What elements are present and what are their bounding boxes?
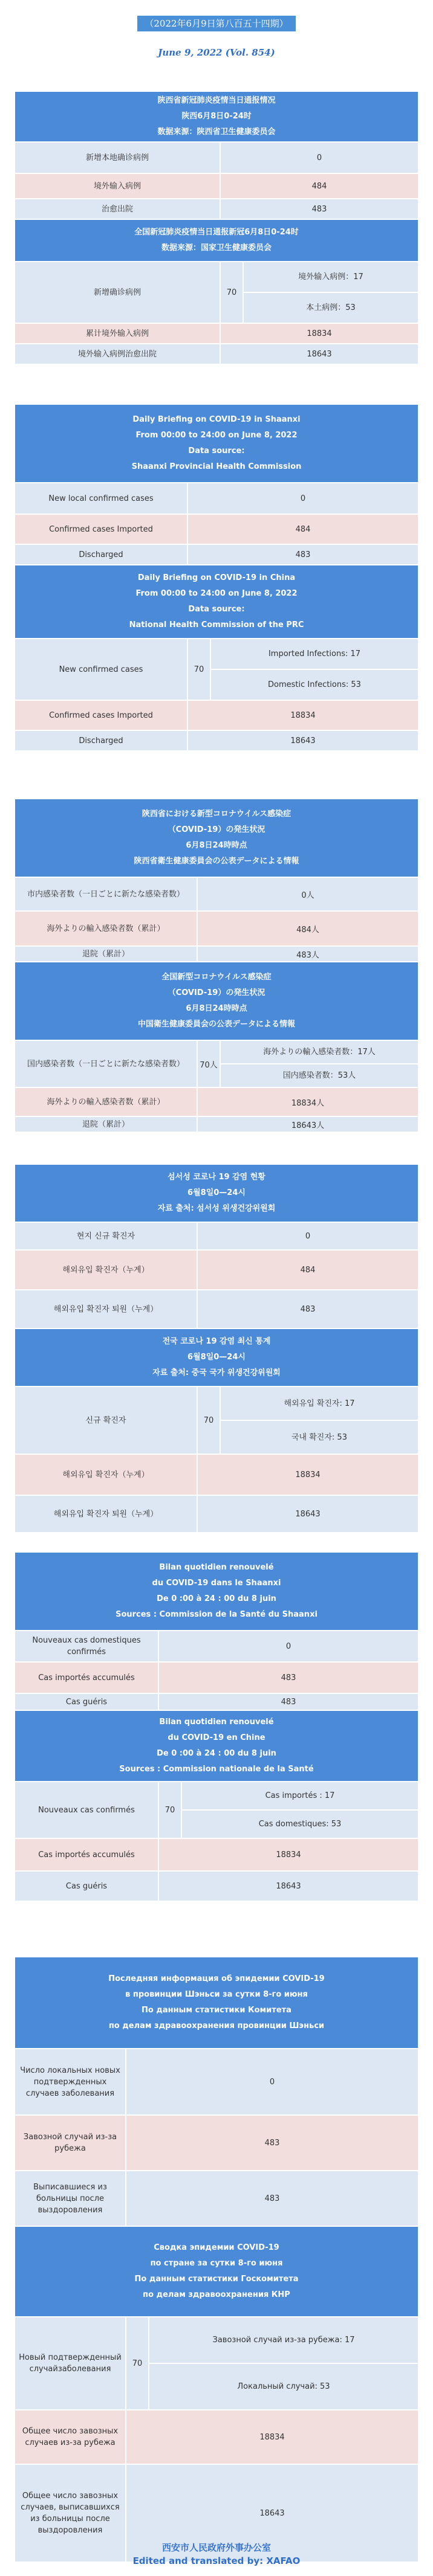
row-value: 0	[125, 2049, 418, 2114]
provincial-briefing-title	[15, 1553, 418, 1630]
domestic-infections: 国内感染者数：53人	[221, 1063, 418, 1087]
row-value: 18643	[158, 1872, 418, 1901]
title-line: From 00:00 to 24:00 on June 8, 2022	[135, 431, 298, 440]
row-value: 18834人	[197, 1088, 418, 1116]
row-value: 0	[158, 1631, 418, 1661]
row-label: Nouveaux cas domestiques confirmés	[32, 1636, 141, 1657]
new-local-cases-row	[15, 482, 418, 514]
row-value: 18643	[125, 2465, 418, 2562]
national-discharged-row	[15, 730, 418, 750]
title-line: Sources : Commission de la Santé du Shaanxi	[116, 1610, 317, 1619]
title-line: Последняя информация об эпидемии COVID-19	[108, 1974, 325, 1983]
new-confirmed-breakdown	[197, 1387, 418, 1454]
discharged-row	[15, 945, 418, 961]
domestic-infections: 本土病例：53	[244, 292, 418, 323]
row-label: Cas importés accumulés	[38, 1673, 135, 1682]
row-value: 18834	[125, 2410, 418, 2464]
title-line: 陕西省新冠肺炎疫情当日通报情况	[157, 96, 276, 105]
new-confirmed-breakdown	[187, 639, 418, 700]
row-label: 해외유입 확진자 퇴원（누계）	[53, 1509, 158, 1519]
new-confirmed-row	[15, 1386, 418, 1454]
row-value: 483	[187, 545, 418, 564]
imported-cases-row	[15, 1661, 418, 1693]
title-line: 6月8日24時時点	[186, 1004, 247, 1013]
new-confirmed-row	[15, 2316, 418, 2409]
row-label: Cas importés accumulés	[38, 1850, 135, 1860]
row-value: 18834	[158, 1839, 418, 1870]
section-en	[15, 405, 418, 750]
imported-infections: 境外输入病例：17	[298, 272, 363, 282]
provincial-briefing-title	[15, 92, 418, 141]
national-briefing-title	[15, 961, 418, 1040]
imported-infections: Imported Infections: 17	[268, 649, 361, 658]
title-line: 全国新型コロナウイルス感染症	[161, 973, 272, 982]
new-confirmed-breakdown	[197, 1041, 418, 1087]
discharged-row	[15, 1289, 418, 1328]
row-label: New local confirmed cases	[48, 494, 154, 503]
row-value: 18834	[220, 324, 418, 343]
title-line: по делам здравоохранения провинции Шэньси	[108, 2021, 325, 2030]
title-line: From 00:00 to 24:00 on June 8, 2022	[135, 589, 298, 598]
national-briefing-title	[15, 1328, 418, 1386]
new-local-cases-row	[15, 1630, 418, 1661]
new-confirmed-total: 70	[194, 665, 204, 674]
title-line: 陕西6月8日0-24时	[181, 112, 252, 121]
title-line: Daily Briefing on COVID-19 in Shaanxi	[132, 415, 301, 424]
discharged-row	[15, 198, 418, 219]
row-label: Общее число завозных случаев из-за рубежа	[22, 2427, 119, 2447]
row-label: Discharged	[79, 550, 123, 559]
row-value: 484	[197, 1251, 418, 1289]
domestic-infections: Domestic Infections: 53	[211, 669, 418, 700]
discharged-row	[15, 2170, 418, 2226]
new-local-cases-row	[15, 877, 418, 910]
provincial-briefing-title	[15, 1957, 418, 2048]
imported-infections: Завозной случай из-за рубежа: 17	[212, 2336, 355, 2345]
new-confirmed-total: 70	[226, 288, 237, 297]
imported-infections: Cas importés : 17	[265, 1791, 335, 1800]
cumulative-imported-row	[15, 700, 418, 730]
title-line: Сводка эпидемии COVID-19	[154, 2243, 279, 2252]
national-discharged-row	[15, 343, 418, 364]
discharged-row	[15, 544, 418, 564]
provincial-briefing-title	[15, 1165, 418, 1222]
new-confirmed-breakdown	[158, 1782, 418, 1838]
cumulative-imported-row	[15, 323, 418, 343]
row-label: 海外よりの輸入感染者数（累計）	[47, 1097, 165, 1107]
row-value: 18834	[197, 1455, 418, 1495]
footer-publisher: 西安市人民政府外事办公室	[161, 2542, 271, 2553]
section-fr	[15, 1553, 418, 1901]
row-label: 新增本地确诊病例	[85, 153, 149, 163]
imported-infections: 해외유입 확진자: 17	[284, 1399, 355, 1408]
row-value: 484人	[197, 912, 418, 945]
row-label: 海外よりの輸入感染者数（累計）	[47, 924, 165, 933]
section-ko	[15, 1165, 418, 1532]
row-value: 18643人	[197, 1117, 418, 1132]
title-line: Bilan quotidien renouvelé	[159, 1718, 274, 1727]
row-label: 国内感染者数（一日ごとに新たな感染者数）	[27, 1059, 184, 1069]
row-label: 新增确诊病例	[93, 288, 141, 297]
title-line: 陝西省衛生健康委員会の公表データによる情報	[134, 857, 299, 866]
national-discharged-row	[15, 1870, 418, 1901]
title-line: National Health Commission of the PRC	[129, 620, 304, 630]
row-value: 18643	[187, 731, 418, 750]
row-label: Confirmed cases Imported	[49, 710, 153, 720]
row-label: 境外输入病例治愈出院	[77, 349, 157, 359]
row-value: 18643	[220, 344, 418, 364]
row-value: 18643	[197, 1496, 418, 1532]
title-line: 전국 코로나 19 감염 최신 통계	[162, 1337, 271, 1346]
breakdown-list	[181, 1782, 418, 1838]
row-label: 市内感染者数（一日ごとに新たな感染者数）	[27, 889, 184, 899]
title-line: 6月8日24時時点	[186, 841, 247, 850]
row-value: 483人	[197, 947, 418, 961]
title-line: （COVID-19）の発生状況	[168, 988, 265, 997]
imported-cases-row	[15, 514, 418, 544]
domestic-infections: Локальный случай: 53	[149, 2363, 418, 2409]
row-label: 신규 확진자	[85, 1415, 126, 1425]
row-label: 해외유입 확진자（누계）	[62, 1470, 149, 1480]
domestic-infections: 국내 확진자: 53	[221, 1420, 418, 1454]
title-line: по делам здравоохранения КНР	[143, 2290, 290, 2299]
section-zh	[15, 92, 418, 364]
row-label: Confirmed cases Imported	[49, 524, 153, 534]
breakdown-list	[220, 1041, 418, 1087]
imported-infections: 海外よりの輸入感染者数：17人	[263, 1048, 376, 1057]
new-confirmed-row	[15, 1781, 418, 1838]
new-confirmed-total: 70	[132, 2359, 143, 2368]
new-local-cases-row	[15, 2048, 418, 2114]
imported-cases-row	[15, 910, 418, 945]
row-value: 0	[220, 143, 418, 173]
imported-cases-row	[15, 2114, 418, 2170]
row-value: 18834	[187, 701, 418, 730]
row-label: Cas guéris	[65, 1697, 108, 1707]
title-line: По данным статистики Комитета	[142, 2006, 291, 2015]
title-line: 자료 출처: 섬서성 위생건강위원회	[157, 1204, 276, 1213]
cumulative-imported-row	[15, 1838, 418, 1870]
row-value: 483	[125, 2116, 418, 2170]
row-value: 0人	[197, 878, 418, 910]
provincial-briefing-title	[15, 405, 418, 482]
section-ru	[15, 1957, 418, 2562]
row-value: 0	[197, 1223, 418, 1249]
new-confirmed-row	[15, 1040, 418, 1087]
row-label: Завозной случай из-за рубежа	[23, 2133, 117, 2153]
title-line: По данным статистики Госкомитета	[134, 2275, 299, 2284]
section-ja	[15, 799, 418, 1132]
footer-credit: Edited and translated by: XAFAO	[132, 2555, 301, 2566]
national-briefing-title	[15, 1710, 418, 1781]
breakdown-list	[210, 639, 418, 700]
national-discharged-row	[15, 1116, 418, 1132]
new-confirmed-row	[15, 261, 418, 323]
row-label: 退院（累計）	[82, 949, 129, 959]
title-line: 中国衛生健康委員会の公表データによる情報	[137, 1020, 295, 1029]
row-value: 483	[197, 1290, 418, 1328]
title-line: 陝西省における新型コロナウイルス感染症	[142, 810, 291, 819]
new-confirmed-breakdown	[125, 2317, 418, 2409]
row-value: 483	[220, 199, 418, 219]
cumulative-imported-row	[15, 1454, 418, 1495]
title-line: （COVID-19）の発生状況	[168, 825, 265, 834]
row-label: 治愈出院	[101, 204, 133, 214]
row-label: 累计境外输入病例	[85, 329, 149, 338]
row-label: Nouveaux cas confirmés	[38, 1805, 135, 1815]
title-line: du COVID-19 dans le Shaanxi	[152, 1579, 281, 1588]
cumulative-imported-row	[15, 2409, 418, 2464]
row-value: 484	[220, 174, 418, 198]
new-local-cases-row	[15, 1222, 418, 1249]
title-line: 全国新冠肺炎疫情当日通报新冠6月8日0-24时	[134, 228, 299, 237]
row-value: 483	[125, 2171, 418, 2226]
row-value: 484	[187, 515, 418, 544]
title-line: по стране за сутки 8-го июня	[150, 2259, 283, 2268]
new-confirmed-total: 70	[203, 1415, 214, 1425]
national-briefing-title	[15, 564, 418, 638]
title-line: 数据来源：陕西省卫生健康委员会	[157, 127, 276, 137]
breakdown-list	[220, 1387, 418, 1454]
breakdown-list	[243, 262, 418, 323]
title-line: Shaanxi Provincial Health Commission	[131, 462, 302, 471]
row-label: Число локальных новых подтвержденных случаев заболевания	[20, 2066, 120, 2098]
title-line: Sources : Commission nationale de la Santé	[119, 1765, 314, 1774]
row-label: New confirmed cases	[59, 665, 143, 674]
row-label: 현지 신규 확진자	[76, 1231, 135, 1241]
title-line: 6월8일0—24시	[187, 1353, 246, 1362]
row-label: Cas guéris	[65, 1881, 108, 1891]
row-label: Discharged	[79, 736, 123, 745]
title-line: 섬서성 코로나 19 감염 현황	[168, 1173, 265, 1182]
row-value: 483	[158, 1694, 418, 1710]
title-line: De 0 :00 à 24 : 00 du 8 juin	[157, 1594, 276, 1603]
row-value: 0	[187, 483, 418, 514]
title-line: Daily Briefing on COVID-19 in China	[137, 573, 296, 582]
national-briefing-title	[15, 2226, 418, 2316]
domestic-infections: Cas domestiques: 53	[182, 1809, 418, 1838]
national-discharged-row	[15, 1495, 418, 1532]
issue-badge: （2022年6月9日第八百五十四期）	[137, 16, 296, 31]
new-local-cases-row	[15, 141, 418, 173]
row-value: 483	[158, 1663, 418, 1693]
breakdown-list	[148, 2317, 418, 2409]
row-label: 退院（累計）	[82, 1119, 129, 1129]
row-label: 해외유입 확진자 퇴원（누계）	[53, 1304, 158, 1314]
cumulative-imported-row	[15, 1087, 418, 1116]
title-line: Data source:	[188, 446, 245, 456]
title-line: 6월8일0—24시	[187, 1188, 246, 1197]
title-line: в провинции Шэньси за сутки 8-го июня	[125, 1990, 308, 1999]
title-line: Bilan quotidien renouvelé	[159, 1563, 274, 1572]
row-label: Новый подтвержденный случайзаболевания	[19, 2353, 122, 2374]
new-confirmed-total: 70	[164, 1805, 175, 1815]
new-confirmed-total: 70人	[200, 1060, 218, 1070]
row-label: Общее число завозных случаев, выписавшихся из больницы после выздоровления	[21, 2491, 120, 2535]
provincial-briefing-title	[15, 799, 418, 877]
new-confirmed-row	[15, 638, 418, 700]
national-briefing-title	[15, 219, 418, 261]
new-confirmed-breakdown	[220, 262, 418, 323]
title-line: 자료 출처: 중국 국가 위생건강위원회	[152, 1368, 281, 1377]
title-line: 数据来源：国家卫生健康委员会	[161, 243, 272, 253]
issue-date: June 9, 2022 (Vol. 854)	[158, 47, 275, 58]
title-line: du COVID-19 en Chine	[168, 1733, 265, 1742]
row-label: Выписавшиеся из больницы после выздоровления	[33, 2182, 107, 2215]
row-label: 境外输入病例	[93, 181, 141, 191]
title-line: Data source:	[188, 605, 245, 614]
imported-cases-row	[15, 1249, 418, 1289]
title-line: De 0 :00 à 24 : 00 du 8 juin	[157, 1749, 276, 1758]
discharged-row	[15, 1693, 418, 1710]
imported-cases-row	[15, 173, 418, 198]
row-label: 해외유입 확진자（누계）	[62, 1265, 149, 1275]
